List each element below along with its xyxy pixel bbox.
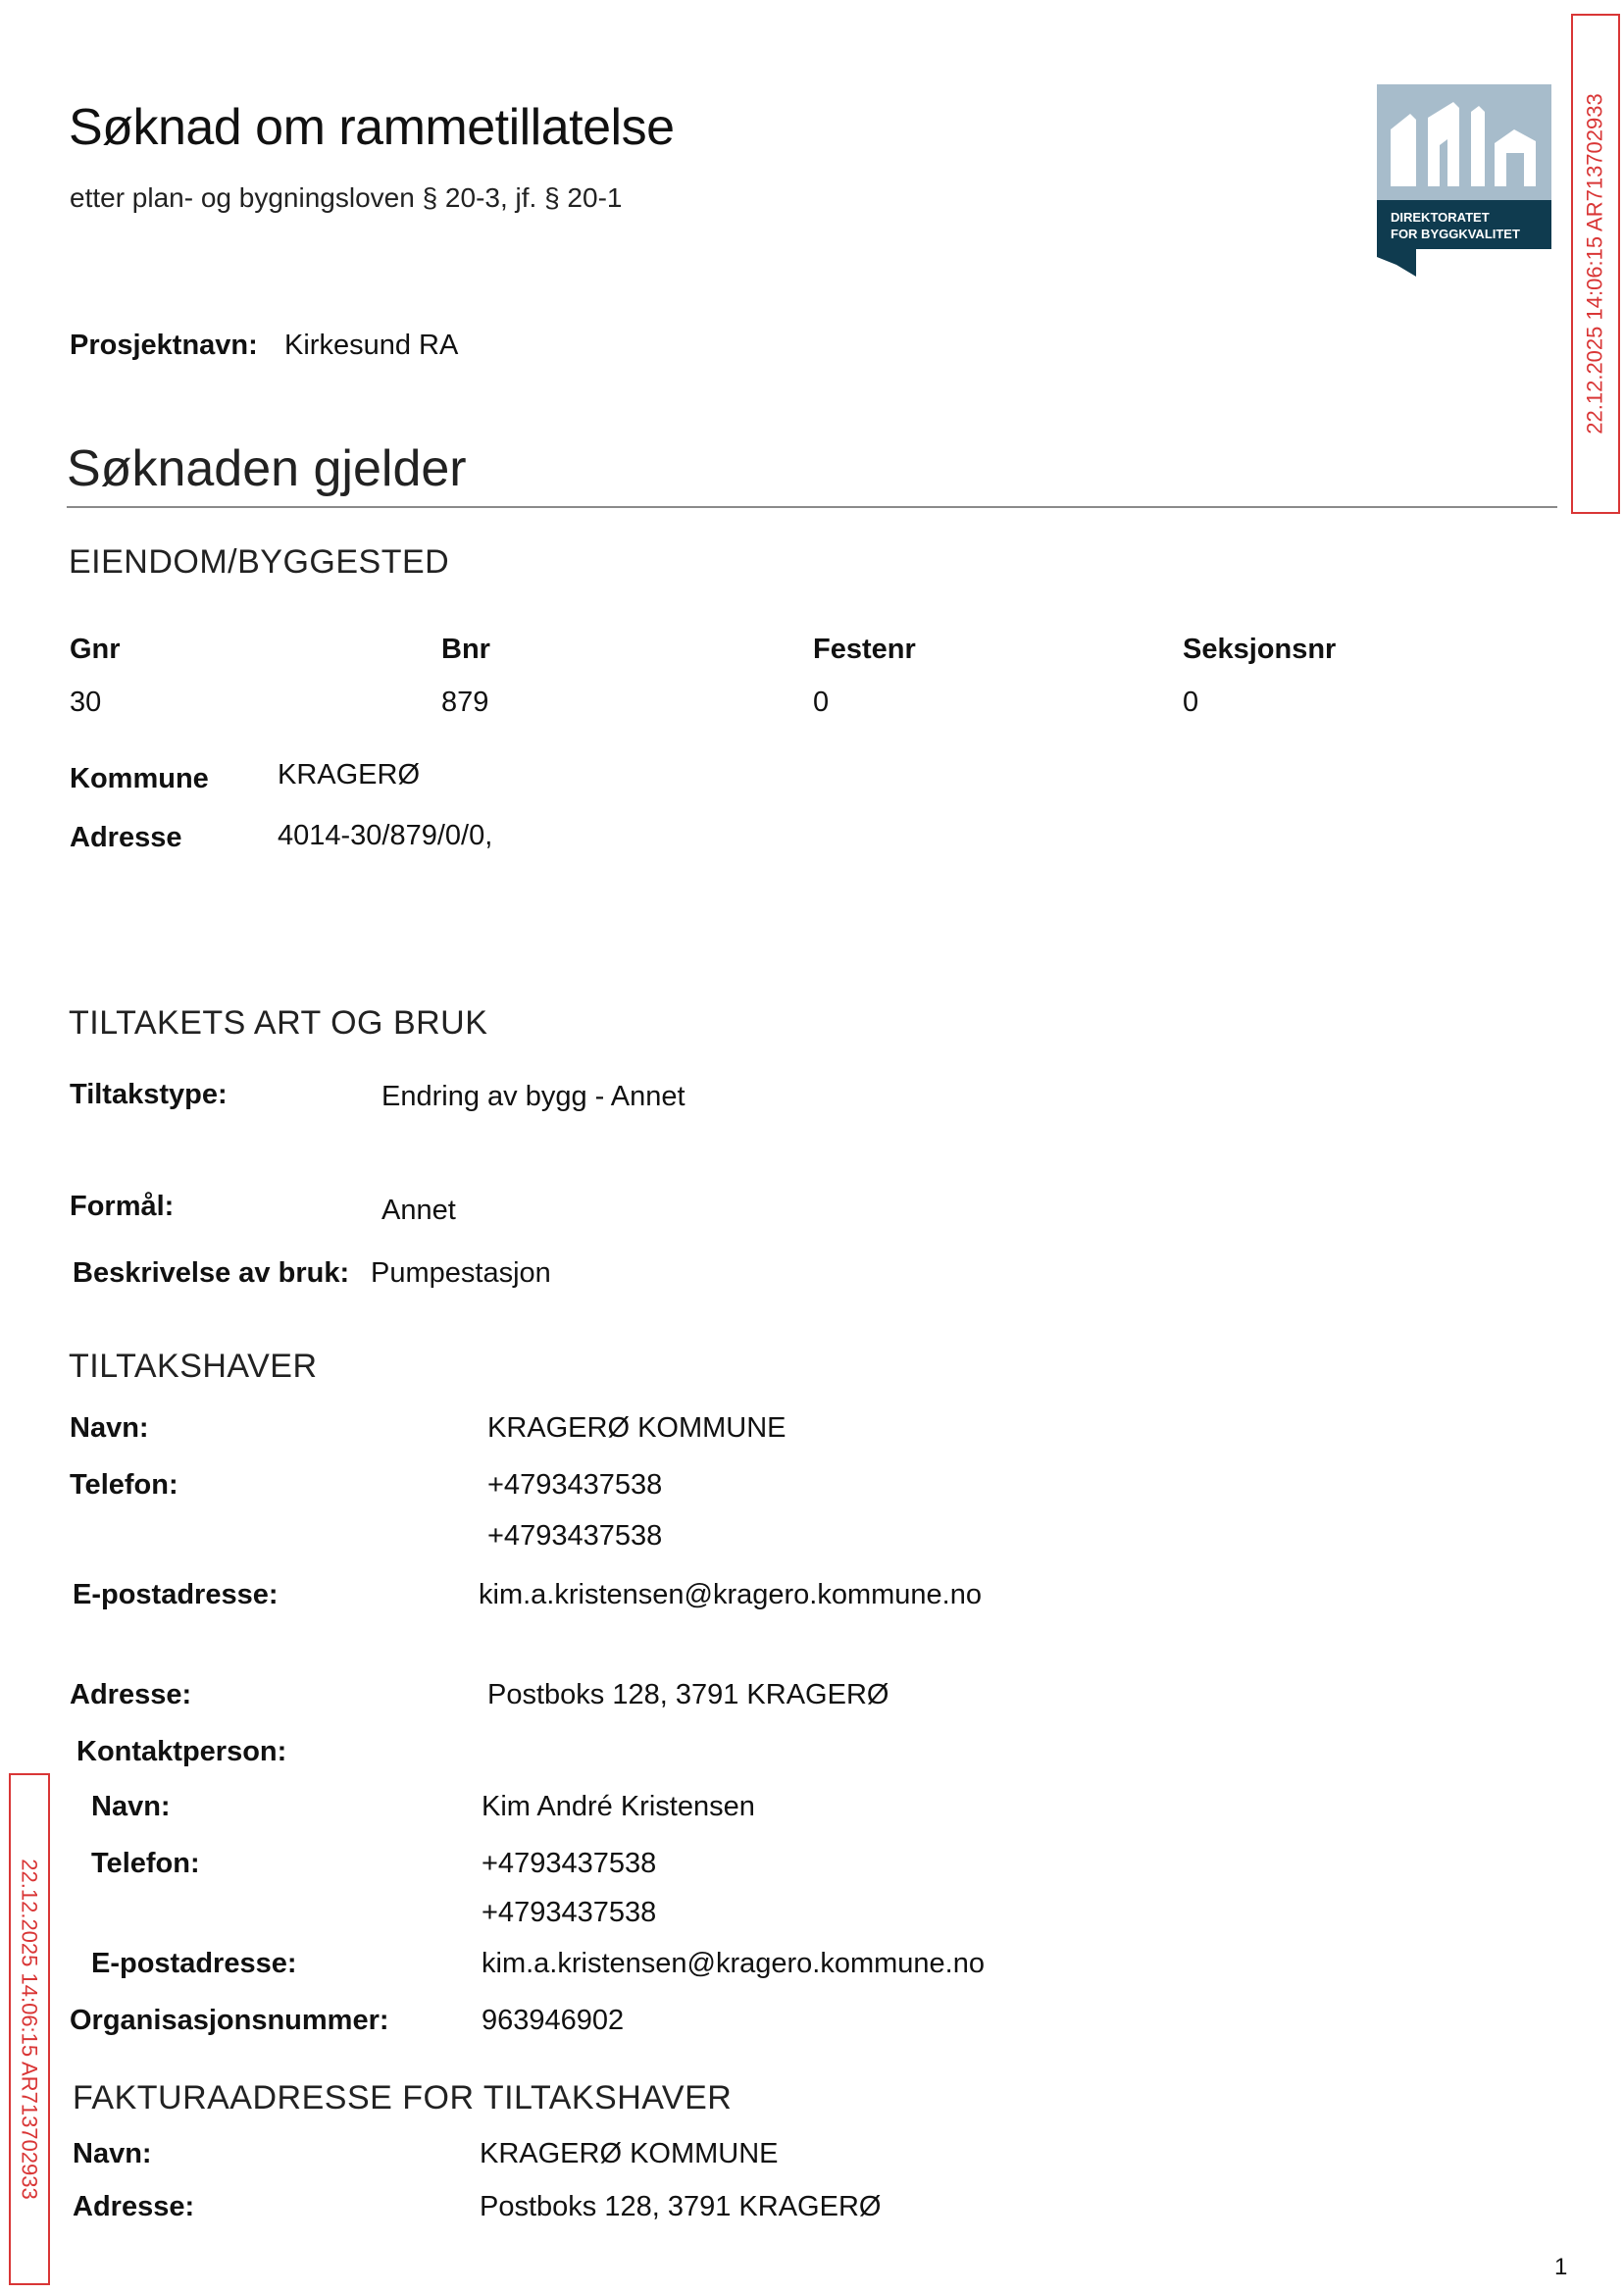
document-subtitle: etter plan- og bygningsloven § 20-3, jf. § 20-1 (70, 182, 623, 213)
festenr-label: Festenr (813, 634, 916, 665)
kommune-label: Kommune (70, 763, 209, 794)
org-value: 963946902 (482, 2005, 625, 2036)
project-value: Kirkesund RA (284, 330, 459, 361)
formal-label: Formål: (70, 1191, 175, 1222)
tiltakshaver-navn-label: Navn: (70, 1412, 149, 1444)
kontakt-epost-label: E-postadresse: (91, 1948, 297, 1979)
dibk-logo (1377, 84, 1551, 277)
bruk-label: Beskrivelse av bruk: (73, 1257, 350, 1289)
kontakt-navn-label: Navn: (91, 1791, 171, 1822)
kontakt-telefon-value-2: +4793437538 (482, 1897, 657, 1928)
kontakt-navn-value: Kim André Kristensen (482, 1791, 755, 1822)
tiltakshaver-navn-value: KRAGERØ KOMMUNE (487, 1412, 787, 1444)
document-title: Søknad om rammetillatelse (69, 99, 675, 156)
page-number: 1 (1554, 2254, 1568, 2280)
stamp-top-text: 22.12.2025 14:06:15 AR713702933 (1583, 93, 1607, 434)
tiltakshaver-adresse-label: Adresse: (70, 1679, 192, 1710)
formal-value: Annet (381, 1195, 456, 1226)
gnr-value: 30 (70, 687, 102, 718)
project-label: Prosjektnavn: (70, 330, 258, 361)
faktura-heading: FAKTURAADRESSE FOR TILTAKSHAVER (73, 2079, 733, 2116)
faktura-adresse-label: Adresse: (73, 2191, 195, 2222)
kontakt-telefon-value-1: +4793437538 (482, 1848, 657, 1879)
stamp-side-text: 22.12.2025 14:06:15 AR713702933 (18, 1859, 42, 2200)
section-heading: Søknaden gjelder (67, 440, 467, 497)
kontakt-telefon-label: Telefon: (91, 1848, 200, 1879)
tiltakshaver-telefon-label: Telefon: (70, 1469, 178, 1501)
tiltakstype-label: Tiltakstype: (70, 1079, 228, 1110)
tiltakshaver-telefon-value-1: +4793437538 (487, 1469, 663, 1501)
faktura-navn-value: KRAGERØ KOMMUNE (480, 2138, 779, 2169)
timestamp-stamp-top (1571, 14, 1620, 514)
faktura-navn-label: Navn: (73, 2138, 152, 2169)
adresse-label: Adresse (70, 822, 182, 853)
bnr-value: 879 (441, 687, 489, 718)
tiltakstype-value: Endring av bygg - Annet (381, 1081, 685, 1112)
bnr-label: Bnr (441, 634, 490, 665)
kontakt-epost-value: kim.a.kristensen@kragero.kommune.no (482, 1948, 985, 1979)
adresse-value: 4014-30/879/0/0, (278, 820, 493, 851)
logo-text-line2: FOR BYGGKVALITET (1391, 227, 1520, 241)
seksjonsnr-label: Seksjonsnr (1183, 634, 1337, 665)
section-divider (67, 506, 1557, 508)
gnr-label: Gnr (70, 634, 121, 665)
faktura-adresse-value: Postboks 128, 3791 KRAGERØ (480, 2191, 882, 2222)
festenr-value: 0 (813, 687, 830, 718)
timestamp-stamp-side (9, 1773, 50, 2285)
logo-text-line1: DIREKTORATET (1391, 210, 1490, 225)
kommune-value: KRAGERØ (278, 759, 421, 790)
tiltak-heading: TILTAKETS ART OG BRUK (69, 1004, 488, 1042)
seksjonsnr-value: 0 (1183, 687, 1199, 718)
org-label: Organisasjonsnummer: (70, 2005, 389, 2036)
tiltakshaver-epost-value: kim.a.kristensen@kragero.kommune.no (479, 1579, 982, 1610)
kontaktperson-label: Kontaktperson: (76, 1736, 287, 1767)
tiltakshaver-heading: TILTAKSHAVER (69, 1348, 318, 1385)
tiltakshaver-telefon-value-2: +4793437538 (487, 1520, 663, 1552)
tiltakshaver-adresse-value: Postboks 128, 3791 KRAGERØ (487, 1679, 889, 1710)
tiltakshaver-epost-label: E-postadresse: (73, 1579, 279, 1610)
bruk-value: Pumpestasjon (371, 1257, 551, 1289)
property-heading: EIENDOM/BYGGESTED (69, 543, 450, 581)
